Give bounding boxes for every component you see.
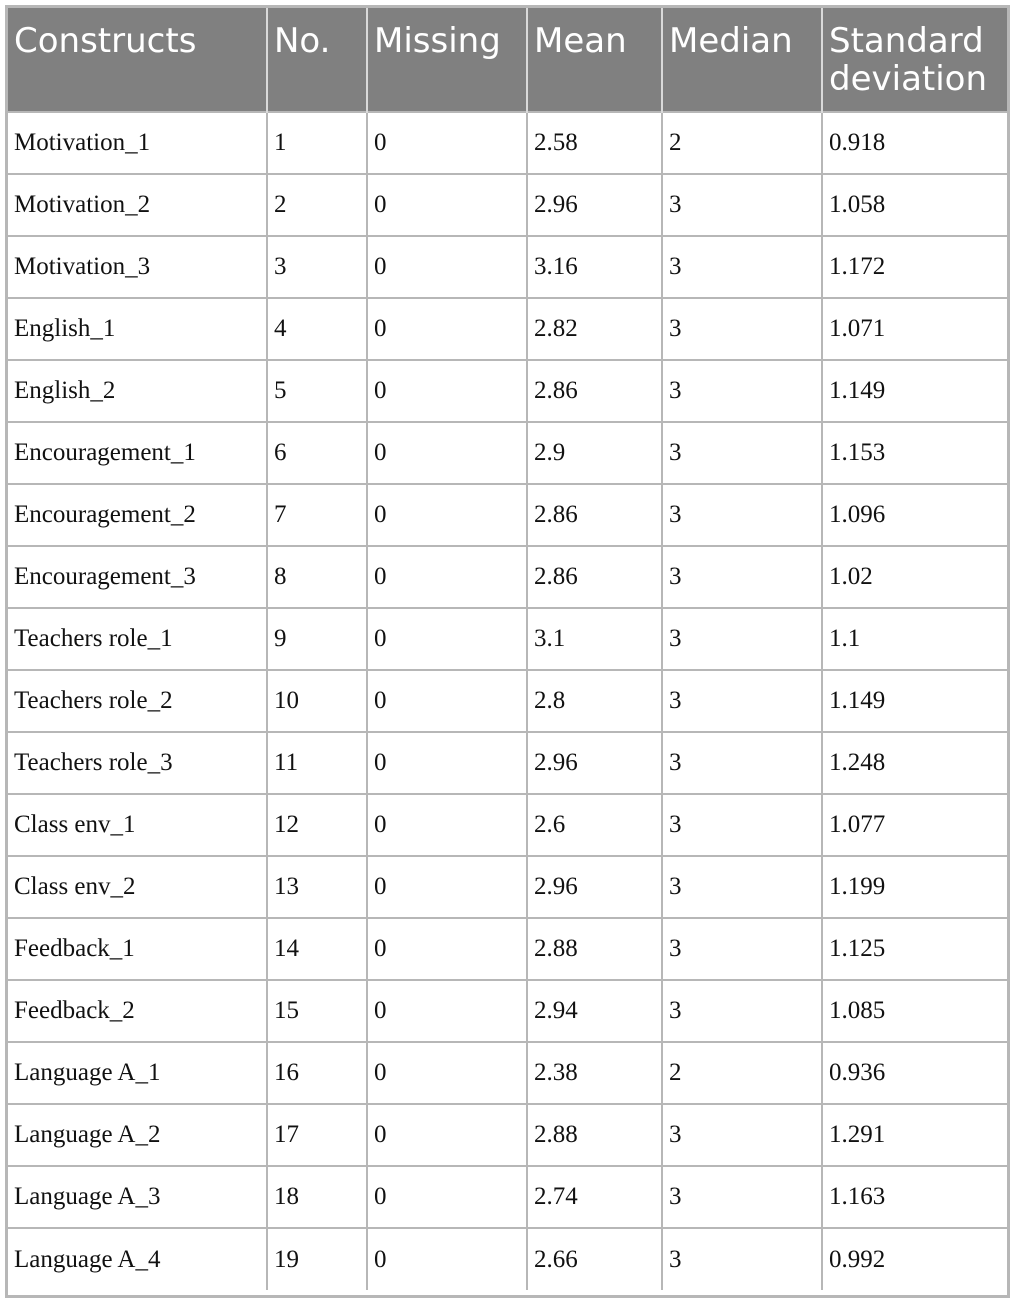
missing-cell: 0 xyxy=(367,794,527,856)
missing-cell: 0 xyxy=(367,918,527,980)
mean-cell: 2.38 xyxy=(527,1042,662,1104)
mean-cell: 2.88 xyxy=(527,918,662,980)
mean-cell: 2.66 xyxy=(527,1228,662,1290)
mean-cell: 2.96 xyxy=(527,856,662,918)
number-cell: 9 xyxy=(267,608,367,670)
std-dev-cell: 1.172 xyxy=(822,236,1007,298)
table-body xyxy=(8,112,1007,1290)
median-cell: 3 xyxy=(662,546,822,608)
table-row xyxy=(8,918,1007,980)
median-cell: 3 xyxy=(662,608,822,670)
missing-cell: 0 xyxy=(367,732,527,794)
missing-cell: 0 xyxy=(367,980,527,1042)
median-cell: 3 xyxy=(662,236,822,298)
table-row xyxy=(8,174,1007,236)
median-cell: 2 xyxy=(662,112,822,174)
construct-cell: Language A_4 xyxy=(8,1228,267,1290)
table-row xyxy=(8,1104,1007,1166)
number-cell: 19 xyxy=(267,1228,367,1290)
header-median: Median xyxy=(662,8,822,112)
table-row xyxy=(8,1042,1007,1104)
table-row xyxy=(8,360,1007,422)
median-cell: 3 xyxy=(662,980,822,1042)
number-cell: 6 xyxy=(267,422,367,484)
number-cell: 2 xyxy=(267,174,367,236)
missing-cell: 0 xyxy=(367,360,527,422)
missing-cell: 0 xyxy=(367,1104,527,1166)
descriptive-statistics-table xyxy=(8,8,1007,1290)
header-mean: Mean xyxy=(527,8,662,112)
construct-cell: Feedback_2 xyxy=(8,980,267,1042)
std-dev-cell: 1.125 xyxy=(822,918,1007,980)
number-cell: 10 xyxy=(267,670,367,732)
mean-cell: 2.8 xyxy=(527,670,662,732)
mean-cell: 2.94 xyxy=(527,980,662,1042)
missing-cell: 0 xyxy=(367,422,527,484)
median-cell: 3 xyxy=(662,1104,822,1166)
median-cell: 3 xyxy=(662,484,822,546)
table-row xyxy=(8,112,1007,174)
missing-cell: 0 xyxy=(367,174,527,236)
construct-cell: Language A_2 xyxy=(8,1104,267,1166)
std-dev-cell: 1.248 xyxy=(822,732,1007,794)
std-dev-cell: 1.085 xyxy=(822,980,1007,1042)
construct-cell: Teachers role_2 xyxy=(8,670,267,732)
missing-cell: 0 xyxy=(367,1042,527,1104)
median-cell: 2 xyxy=(662,1042,822,1104)
construct-cell: Language A_3 xyxy=(8,1166,267,1228)
median-cell: 3 xyxy=(662,1166,822,1228)
construct-cell: English_1 xyxy=(8,298,267,360)
table-row xyxy=(8,236,1007,298)
missing-cell: 0 xyxy=(367,236,527,298)
mean-cell: 2.9 xyxy=(527,422,662,484)
missing-cell: 0 xyxy=(367,670,527,732)
construct-cell: Class env_1 xyxy=(8,794,267,856)
header-missing: Missing xyxy=(367,8,527,112)
number-cell: 16 xyxy=(267,1042,367,1104)
mean-cell: 3.1 xyxy=(527,608,662,670)
median-cell: 3 xyxy=(662,918,822,980)
number-cell: 12 xyxy=(267,794,367,856)
number-cell: 13 xyxy=(267,856,367,918)
median-cell: 3 xyxy=(662,298,822,360)
missing-cell: 0 xyxy=(367,608,527,670)
table-row xyxy=(8,546,1007,608)
number-cell: 4 xyxy=(267,298,367,360)
mean-cell: 2.58 xyxy=(527,112,662,174)
table-row xyxy=(8,298,1007,360)
mean-cell: 2.6 xyxy=(527,794,662,856)
mean-cell: 2.74 xyxy=(527,1166,662,1228)
descriptive-statistics-table-frame xyxy=(5,5,1010,1298)
header-standard-deviation: Standard deviation xyxy=(822,8,1007,112)
std-dev-cell: 1.149 xyxy=(822,360,1007,422)
number-cell: 18 xyxy=(267,1166,367,1228)
missing-cell: 0 xyxy=(367,1166,527,1228)
table-row xyxy=(8,856,1007,918)
number-cell: 1 xyxy=(267,112,367,174)
std-dev-cell: 1.149 xyxy=(822,670,1007,732)
std-dev-cell: 1.1 xyxy=(822,608,1007,670)
construct-cell: Feedback_1 xyxy=(8,918,267,980)
std-dev-cell: 0.918 xyxy=(822,112,1007,174)
number-cell: 14 xyxy=(267,918,367,980)
table-row xyxy=(8,670,1007,732)
construct-cell: Motivation_1 xyxy=(8,112,267,174)
construct-cell: Encouragement_2 xyxy=(8,484,267,546)
median-cell: 3 xyxy=(662,174,822,236)
std-dev-cell: 1.153 xyxy=(822,422,1007,484)
number-cell: 15 xyxy=(267,980,367,1042)
std-dev-cell: 1.199 xyxy=(822,856,1007,918)
std-dev-cell: 1.077 xyxy=(822,794,1007,856)
table-row xyxy=(8,1166,1007,1228)
std-dev-cell: 0.936 xyxy=(822,1042,1007,1104)
number-cell: 8 xyxy=(267,546,367,608)
mean-cell: 2.86 xyxy=(527,484,662,546)
median-cell: 3 xyxy=(662,856,822,918)
header-number: No. xyxy=(267,8,367,112)
mean-cell: 2.96 xyxy=(527,732,662,794)
construct-cell: Language A_1 xyxy=(8,1042,267,1104)
median-cell: 3 xyxy=(662,794,822,856)
mean-cell: 2.86 xyxy=(527,360,662,422)
construct-cell: Teachers role_1 xyxy=(8,608,267,670)
construct-cell: Class env_2 xyxy=(8,856,267,918)
std-dev-cell: 1.163 xyxy=(822,1166,1007,1228)
std-dev-cell: 1.291 xyxy=(822,1104,1007,1166)
mean-cell: 2.88 xyxy=(527,1104,662,1166)
table-row xyxy=(8,732,1007,794)
construct-cell: English_2 xyxy=(8,360,267,422)
std-dev-cell: 1.058 xyxy=(822,174,1007,236)
number-cell: 3 xyxy=(267,236,367,298)
missing-cell: 0 xyxy=(367,1228,527,1290)
std-dev-cell: 1.071 xyxy=(822,298,1007,360)
construct-cell: Teachers role_3 xyxy=(8,732,267,794)
header-row xyxy=(8,8,1007,112)
mean-cell: 2.82 xyxy=(527,298,662,360)
number-cell: 11 xyxy=(267,732,367,794)
construct-cell: Encouragement_1 xyxy=(8,422,267,484)
missing-cell: 0 xyxy=(367,856,527,918)
table-row xyxy=(8,422,1007,484)
missing-cell: 0 xyxy=(367,484,527,546)
mean-cell: 3.16 xyxy=(527,236,662,298)
mean-cell: 2.96 xyxy=(527,174,662,236)
table-header xyxy=(8,8,1007,112)
construct-cell: Motivation_3 xyxy=(8,236,267,298)
std-dev-cell: 1.02 xyxy=(822,546,1007,608)
table-row xyxy=(8,1228,1007,1290)
median-cell: 3 xyxy=(662,732,822,794)
table-row xyxy=(8,980,1007,1042)
missing-cell: 0 xyxy=(367,546,527,608)
median-cell: 3 xyxy=(662,360,822,422)
header-constructs: Constructs xyxy=(8,8,267,112)
construct-cell: Encouragement_3 xyxy=(8,546,267,608)
missing-cell: 0 xyxy=(367,298,527,360)
mean-cell: 2.86 xyxy=(527,546,662,608)
median-cell: 3 xyxy=(662,1228,822,1290)
number-cell: 17 xyxy=(267,1104,367,1166)
median-cell: 3 xyxy=(662,670,822,732)
std-dev-cell: 1.096 xyxy=(822,484,1007,546)
median-cell: 3 xyxy=(662,422,822,484)
table-row xyxy=(8,794,1007,856)
number-cell: 5 xyxy=(267,360,367,422)
construct-cell: Motivation_2 xyxy=(8,174,267,236)
table-row xyxy=(8,608,1007,670)
table-row xyxy=(8,484,1007,546)
missing-cell: 0 xyxy=(367,112,527,174)
number-cell: 7 xyxy=(267,484,367,546)
std-dev-cell: 0.992 xyxy=(822,1228,1007,1290)
